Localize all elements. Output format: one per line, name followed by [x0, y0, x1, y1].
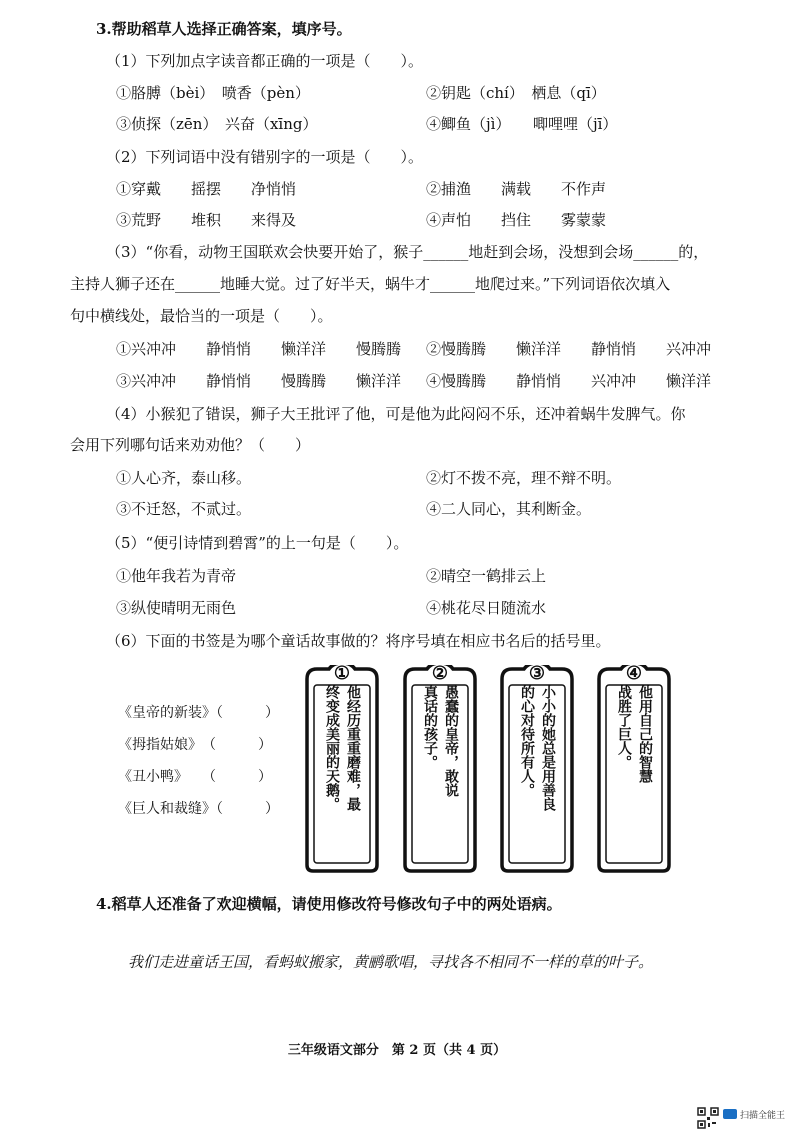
- q3-3-line-3: 句中横线处，最恰当的一项是（ ）。: [70, 307, 333, 325]
- q3-5-opt-4: ④桃花尽日随流水: [426, 599, 547, 617]
- bookmark-text: 小小的她总是用善良: [540, 685, 556, 811]
- q3-2-opt-1: ①穿戴 摇摆 净悄悄: [116, 180, 297, 198]
- book-item[interactable]: 《巨人和裁缝》（ ）: [118, 801, 279, 817]
- q3-1-opt-1: ①胳膊（bèi） 喷香（pèn）: [116, 84, 310, 102]
- q3-4-opt-3: ③不迁怒，不贰过。: [116, 500, 252, 518]
- bookmark-2: [401, 665, 479, 873]
- q3-5-stem: （5）“便引诗情到碧霄”的上一句是（ ）。: [106, 534, 409, 552]
- page-footer: 三年级语文部分 第 2 页（共 4 页）: [287, 1043, 507, 1058]
- bookmark-1: [303, 665, 381, 873]
- bookmark-number: ②: [431, 663, 449, 684]
- bookmark-text: 愚蠢的皇帝，敢说: [443, 685, 459, 797]
- bookmark-text: 他经历重重磨难，最: [345, 685, 361, 811]
- book-item[interactable]: 《丑小鸭》 （ ）: [118, 769, 272, 785]
- bookmark-text: 的心对待所有人。: [519, 685, 535, 797]
- q3-3-opt-4: ④慢腾腾 静悄悄 兴冲冲 懒洋洋: [426, 372, 712, 390]
- q3-3-opt-3: ③兴冲冲 静悄悄 慢腾腾 懒洋洋: [116, 372, 402, 390]
- q3-1-opt-2: ②钥匙（chí） 栖息（qī）: [426, 84, 606, 102]
- q3-4-opt-4: ④二人同心，其利断金。: [426, 500, 592, 518]
- q3-4-opt-1: ①人心齐，泰山移。: [116, 469, 252, 487]
- book-item[interactable]: 《拇指姑娘》 （ ）: [118, 737, 272, 753]
- q4-title: 4.稻草人还准备了欢迎横幅，请使用修改符号修改句子中的两处语病。: [96, 895, 562, 913]
- bookmark-text: 终变成美丽的天鹅。: [324, 685, 340, 811]
- q3-1-stem: （1）下列加点字读音都正确的一项是（ ）。: [106, 52, 424, 70]
- bookmark-number: ①: [333, 663, 351, 684]
- book-item[interactable]: 《皇帝的新装》（ ）: [118, 705, 279, 721]
- q3-title: 3.帮助稻草人选择正确答案，填序号。: [96, 20, 352, 38]
- q3-4-line-1: （4）小猴犯了错误，狮子大王批评了他，可是他为此闷闷不乐，还冲着蜗牛发脾气。你: [106, 405, 686, 423]
- q3-1-opt-4: ④鲫鱼（jì） 唧哩哩（jī）: [426, 115, 618, 133]
- bookmark-3: [498, 665, 576, 873]
- q3-3-opt-2: ②慢腾腾 懒洋洋 静悄悄 兴冲冲: [426, 340, 712, 358]
- bookmark-text: 真话的孩子。: [422, 685, 438, 769]
- qr-code-icon: [697, 1107, 719, 1129]
- q3-5-opt-2: ②晴空一鹤排云上: [426, 567, 547, 585]
- q3-3-line-1: （3）“你看，动物王国联欢会快要开始了，猴子______地赶到会场，没想到会场______的，: [106, 243, 709, 261]
- q3-4-line-2: 会用下列哪句话来劝劝他？（ ）: [70, 436, 311, 454]
- q3-2-stem: （2）下列词语中没有错别字的一项是（ ）。: [106, 148, 424, 166]
- q3-1-opt-3: ③侦探（zēn） 兴奋（xīng）: [116, 115, 318, 133]
- q3-6-stem: （6）下面的书签是为哪个童话故事做的？将序号填在相应书名后的括号里。: [106, 632, 611, 650]
- bookmark-number: ④: [625, 663, 643, 684]
- q3-2-opt-2: ②捕渔 满载 不作声: [426, 180, 607, 198]
- q3-3-opt-1: ①兴冲冲 静悄悄 懒洋洋 慢腾腾: [116, 340, 402, 358]
- bookmark-text: 他用自己的智慧: [637, 685, 653, 783]
- q3-3-line-2: 主持人狮子还在______地睡大觉。过了好半天，蜗牛才______地爬过来。”下列词语依次填入: [70, 275, 671, 293]
- q3-2-opt-4: ④声怕 挡住 雾蒙蒙: [426, 211, 607, 229]
- q4-sentence: 我们走进童话王国，看蚂蚁搬家，黄鹂歌唱，寻找各不相同不一样的草的叶子。: [128, 953, 654, 971]
- q3-2-opt-3: ③荒野 堆积 来得及: [116, 211, 297, 229]
- bookmark-text: 战胜了巨人。: [616, 685, 632, 769]
- bookmark-4: [595, 665, 673, 873]
- bookmark-number: ③: [528, 663, 546, 684]
- q3-4-opt-2: ②灯不拨不亮，理不辩不明。: [426, 469, 622, 487]
- scanner-logo-icon: [723, 1109, 737, 1119]
- q3-5-opt-1: ①他年我若为青帝: [116, 567, 237, 585]
- q3-5-opt-3: ③纵使晴明无雨色: [116, 599, 237, 617]
- watermark-label: 扫描全能王: [740, 1111, 786, 1121]
